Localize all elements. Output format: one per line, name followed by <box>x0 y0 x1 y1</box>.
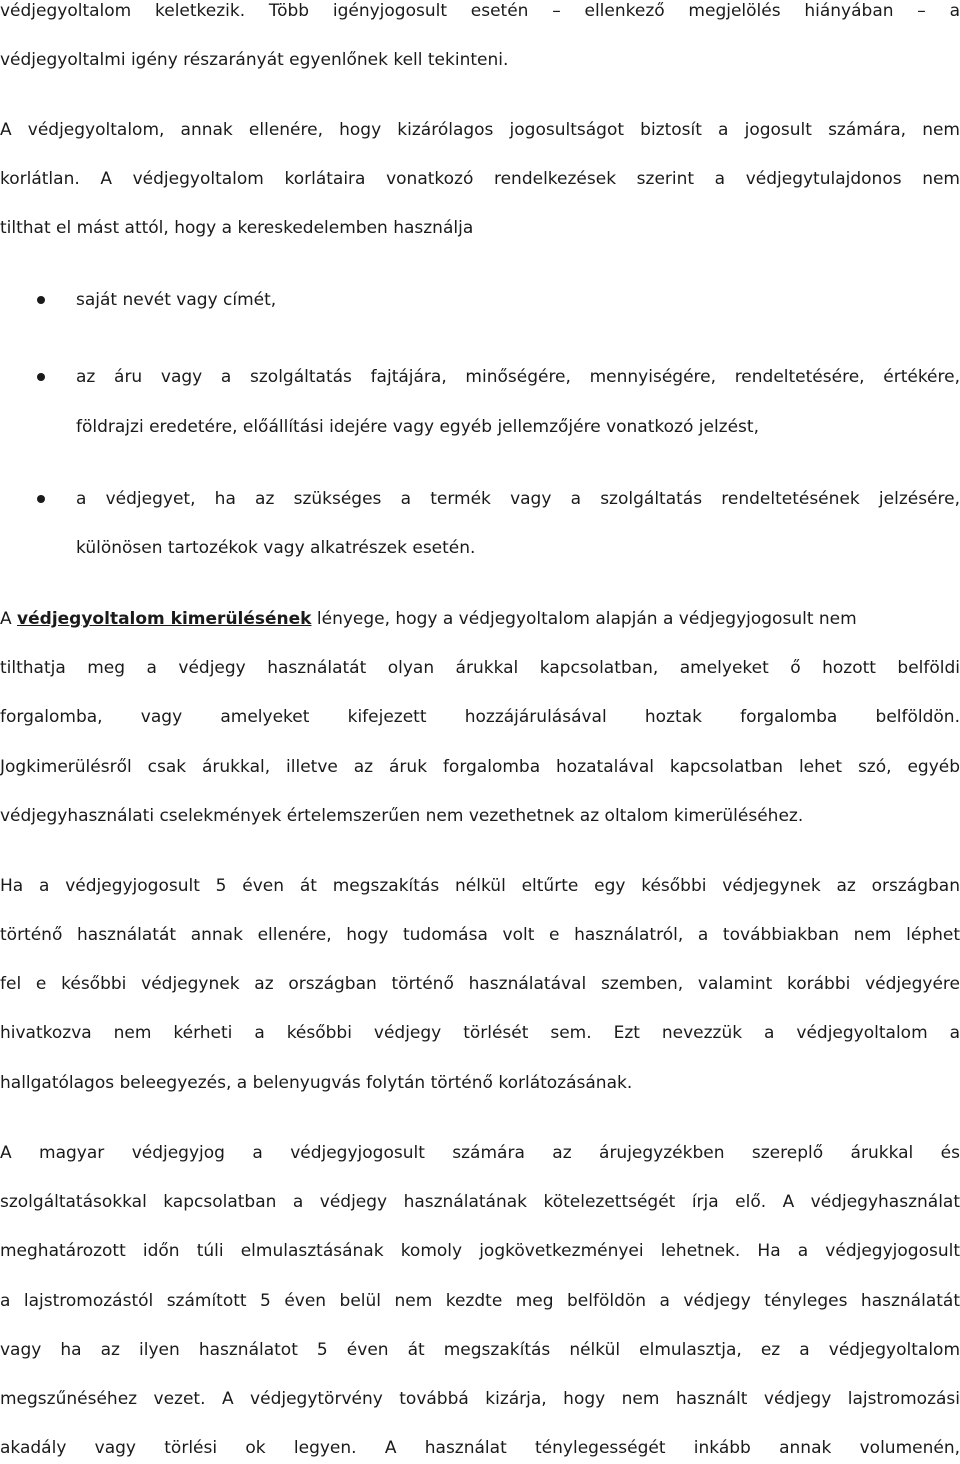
text-line: Ha a védjegyjogosult 5 éven át megszakítás nélkül eltűrte egy későbbi védjegynek az országban <box>0 876 960 896</box>
text-line: történő használatát annak ellenére, hogy tudomása volt e használatról, a továbbiakban nem léphet <box>0 925 960 945</box>
text-line: korlátlan. A védjegyoltalom korlátaira vonatkozó rendelkezések szerint a védjegytulajdonos nem <box>0 169 960 189</box>
bullet-icon <box>37 296 45 304</box>
text-line: forgalomba, vagy amelyeket kifejezett hozzájárulásával hoztak forgalomba belföldön. <box>0 707 960 727</box>
text-line <box>0 604 960 634</box>
bullet-icon <box>37 495 45 503</box>
text-line: tilthatja meg a védjegy használatát olyan árukkal kapcsolatban, amelyeket ő hozott belföldi <box>0 658 960 678</box>
text-line: szolgáltatásokkal kapcsolatban a védjegy használatának kötelezettségét írja elő. A védjegyhasználat <box>0 1192 960 1212</box>
text-line: védjegyoltalmi igény részarányát egyenlőnek kell tekinteni. <box>0 50 509 70</box>
text-segment: lényege, hogy a védjegyoltalom alapján a védjegyjogosult nem <box>311 609 857 629</box>
text-line: hallgatólagos beleegyezés, a belenyugvás folytán történő korlátozásának. <box>0 1073 633 1093</box>
text-line: hivatkozva nem kérheti a későbbi védjegy törlését sem. Ezt nevezzük a védjegyoltalom a <box>0 1023 960 1043</box>
list-item-continuation: földrajzi eredetére, előállítási idejére vagy egyéb jellemzőjére vonatkozó jelzést, <box>76 417 759 437</box>
text-line: védjegyoltalom keletkezik. Több igényjogosult esetén – ellenkező megjelölés hiányában – a <box>0 1 960 21</box>
text-segment: A <box>0 609 18 629</box>
highlighted-term: védjegyoltalom kimerülésének <box>17 609 312 629</box>
list-item-continuation: különösen tartozékok vagy alkatrészek esetén. <box>76 538 476 558</box>
text-line: védjegyhasználati cselekmények értelemszerűen nem vezethetnek az oltalom kimerüléséhez. <box>0 806 804 826</box>
text-line: akadály vagy törlési ok legyen. A használat ténylegességét inkább annak volumenén, <box>0 1438 960 1458</box>
text-line: vagy ha az ilyen használatot 5 éven át megszakítás nélkül elmulasztja, ez a védjegyoltalom <box>0 1340 960 1360</box>
text-line: tilthat el mást attól, hogy a kereskedelemben használja <box>0 218 474 238</box>
text-line: a lajstromozástól számított 5 éven belül nem kezdte meg belföldön a védjegy tényleges használatát <box>0 1291 960 1311</box>
text-line: A magyar védjegyjog a védjegyjogosult számára az árujegyzékben szereplő árukkal és <box>0 1143 960 1163</box>
text-line: A védjegyoltalom, annak ellenére, hogy kizárólagos jogosultságot biztosít a jogosult számára, nem <box>0 120 960 140</box>
text-line: fel e későbbi védjegynek az országban történő használatával szemben, valamint korábbi védjegyére <box>0 974 960 994</box>
list-item: az áru vagy a szolgáltatás fajtájára, minőségére, mennyiségére, rendeltetésére, értékére, <box>76 367 960 387</box>
list-item: saját nevét vagy címét, <box>76 290 277 310</box>
text-line: Jogkimerülésről csak árukkal, illetve az áruk forgalomba hozatalával kapcsolatban lehet szó, egyéb <box>0 757 960 777</box>
list-item: a védjegyet, ha az szükséges a termék vagy a szolgáltatás rendeltetésének jelzésére, <box>76 489 960 509</box>
text-line: megszűnéséhez vezet. A védjegytörvény továbbá kizárja, hogy nem használt védjegy lajstromozási <box>0 1389 960 1409</box>
bullet-icon <box>37 373 45 381</box>
text-line: meghatározott időn túli elmulasztásának komoly jogkövetkezményei lehetnek. Ha a védjegyjogosult <box>0 1241 960 1261</box>
